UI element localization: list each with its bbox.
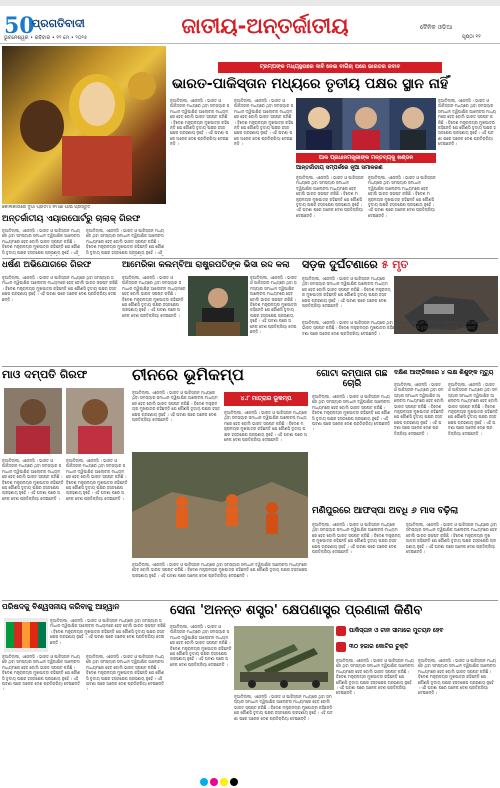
story9-headline: ଦକ୍ଷିଣ ଆଫ୍ରିକାରେ ୪ ଲକ୍ଷ ଶିଶୁଙ୍କ ମୃତ୍ୟୁ — [394, 369, 494, 376]
point-1-text: ପାକିସ୍ତାନ ଓ ଚୀନ ସୀମାରେ ମୁତୟନ ହେବ — [349, 626, 444, 634]
story5-headline-count: ୫ ମୃତ — [381, 258, 409, 271]
point-2-icon — [336, 642, 346, 652]
story4-headline: ଆମେରିକା କଲମ୍ବିଆ ରାଷ୍ଟ୍ରପତିଙ୍କ ଭିସା ରଦ୍ଦ କଲା — [122, 260, 290, 270]
story6-body: ନୂଆଦିଲ୍ଲୀ, ଏଜେନ୍ସି । ଭାରତ ଓ ପାକିସ୍ତାନ ମଧ୍ୟରେ ଥିବା ସମସ୍ୟାର ସମାଧାନ ଦ୍ୱିପାକ୍ଷିକ ଆଲୋଚନା ମାଧ୍ୟମରେ ହେବ ବୋଲି ଭାରତ ସ୍ପଷ୍ଟ କରିଛି । ବିଦେଶ ମନ୍ତ୍ରାଳୟର ମୁଖପାତ୍ର କହିଛନ୍ତି ଯେ କୌଣସି ତୃତୀୟ ପକ୍ଷର ହସ୍ତକ୍ଷେପ ଗ୍ରହଣୀୟ ନୁହେଁ । ଏହି ଘଟଣା ପରେ ଅନେକ ଦେଶ ପ୍ରତିକ୍ରିୟା ଦେଇଛନ୍ତି । — [2, 458, 64, 501]
divider-3 — [2, 600, 498, 601]
idol-figure-icon — [2, 46, 166, 204]
story1-kicker: ଟ୍ରମ୍ପଙ୍କ ମଧ୍ୟସ୍ଥତାରେ ଦାବି ନେଇ ବାଗିଚା ଘରେ ଭାରତର ଜବାବ — [218, 62, 442, 73]
story1-body-col1: ନୂଆଦିଲ୍ଲୀ, ଏଜେନ୍ସି । ଭାରତ ଓ ପାକିସ୍ତାନ ମଧ୍ୟରେ ଥିବା ସମସ୍ୟାର ସମାଧାନ ଦ୍ୱିପାକ୍ଷିକ ଆଲୋଚନା ମାଧ୍ୟମରେ ହେବ ବୋଲି ଭାରତ ସ୍ପଷ୍ଟ କରିଛି । ବିଦେଶ ମନ୍ତ୍ରାଳୟର ମୁଖପାତ୍ର କହିଛନ୍ତି ଯେ କୌଣସି ତୃତୀୟ ପକ୍ଷର ହସ୍ତକ୍ଷେପ ଗ୍ରହଣୀୟ ନୁହେଁ । ଏହି ଘଟଣା ପରେ ଅନେକ ଦେଶ ପ୍ରତିକ୍ରିୟା ଦେଇଛନ୍ତି । — [170, 98, 230, 147]
brics-flags-icon — [4, 618, 48, 652]
story2-body-2: ନୂଆଦିଲ୍ଲୀ, ଏଜେନ୍ସି । ଭାରତ ଓ ପାକିସ୍ତାନ ମଧ୍ୟରେ ଥିବା ସମସ୍ୟାର ସମାଧାନ ଦ୍ୱିପାକ୍ଷିକ ଆଲୋଚନା ମାଧ୍ୟମରେ ହେବ ବୋଲି ଭାରତ ସ୍ପଷ୍ଟ କରିଛି । ବିଦେଶ ମନ୍ତ୍ରାଳୟର ମୁଖପାତ୍ର କହିଛନ୍ତି ଯେ କୌଣସି ତୃତୀୟ ପକ୍ଷର ହସ୍ତକ୍ଷେପ ଗ୍ରହଣୀୟ ନୁହେଁ । ଏହି — [86, 228, 165, 255]
story11-headline: ପରିଷଦକୁ ବିଶ୍ୱସନୀୟ କରିବାକୁ ଆହ୍ୱାନ — [2, 602, 120, 611]
story11-body-2: ନୂଆଦିଲ୍ଲୀ, ଏଜେନ୍ସି । ଭାରତ ଓ ପାକିସ୍ତାନ ମଧ୍ୟରେ ଥିବା ସମସ୍ୟାର ସମାଧାନ ଦ୍ୱିପାକ୍ଷିକ ଆଲୋଚନା ମାଧ୍ୟମରେ ହେବ ବୋଲି ଭାରତ ସ୍ପଷ୍ଟ କରିଛି । ବିଦେଶ ମନ୍ତ୍ରାଳୟର ମୁଖପାତ୍ର କହିଛନ୍ତି ଯେ କୌଣସି ତୃତୀୟ ପକ୍ଷର ହସ୍ତକ୍ଷେପ ଗ୍ରହଣୀୟ ନୁହେଁ । ଏହି ଘଟଣା ପରେ ଅନେକ ଦେଶ ପ୍ରତିକ୍ରିୟା ଦେଇଛନ୍ତି । — [2, 654, 81, 692]
story3-headline: ଧର୍ଷଣ ଅଭିଯୋଗରେ ଗିରଫ — [2, 260, 92, 270]
magenta-swatch — [210, 778, 218, 786]
black-swatch — [230, 778, 238, 786]
story12-body: ନୂଆଦିଲ୍ଲୀ, ଏଜେନ୍ସି । ଭାରତ ଓ ପାକିସ୍ତାନ ମଧ୍ୟରେ ଥିବା ସମସ୍ୟାର ସମାଧାନ ଦ୍ୱିପାକ୍ଷିକ ଆଲୋଚନା ମାଧ୍ୟମରେ ହେବ ବୋଲି ଭାରତ ସ୍ପଷ୍ଟ କରିଛି । ବିଦେଶ ମନ୍ତ୍ରାଳୟର ମୁଖପାତ୍ର କହିଛନ୍ତି ଯେ କୌଣସି ତୃତୀୟ ପକ୍ଷର ହସ୍ତକ୍ଷେପ ଗ୍ରହଣୀୟ ନୁହେଁ । ଏହି ଘଟଣା ପରେ ଅନେକ ଦେଶ ପ୍ରତିକ୍ରିୟା ଦେଇଛନ୍ତି । — [170, 624, 232, 667]
story10-body: ନୂଆଦିଲ୍ଲୀ, ଏଜେନ୍ସି । ଭାରତ ଓ ପାକିସ୍ତାନ ମଧ୍ୟରେ ଥିବା ସମସ୍ୟାର ସମାଧାନ ଦ୍ୱିପାକ୍ଷିକ ଆଲୋଚନା ମାଧ୍ୟମରେ ହେବ ବୋଲି ଭାରତ ସ୍ପଷ୍ଟ କରିଛି । ବିଦେଶ ମନ୍ତ୍ରାଳୟର ମୁଖପାତ୍ର କହିଛନ୍ତି ଯେ କୌଣସି ତୃତୀୟ ପକ୍ଷର ହସ୍ତକ୍ଷେପ ଗ୍ରହଣୀୟ ନୁହେଁ । ଏହି ଘଟଣା ପରେ ଅନେକ ଦେଶ ପ୍ରତିକ୍ରିୟା ଦେଇଛନ୍ତି । — [312, 522, 401, 555]
logo-number: 50 — [4, 13, 35, 39]
story4-body: ନୂଆଦିଲ୍ଲୀ, ଏଜେନ୍ସି । ଭାରତ ଓ ପାକିସ୍ତାନ ମଧ୍ୟରେ ଥିବା ସମସ୍ୟାର ସମାଧାନ ଦ୍ୱିପାକ୍ଷିକ ଆଲୋଚନା ମାଧ୍ୟମରେ ହେବ ବୋଲି ଭାରତ ସ୍ପଷ୍ଟ କରିଛି । ବିଦେଶ ମନ୍ତ୍ରାଳୟର ମୁଖପାତ୍ର କହିଛନ୍ତି ଯେ କୌଣସି ତୃତୀୟ ପକ୍ଷର ହସ୍ତକ୍ଷେପ ଗ୍ରହଣୀୟ ନୁହେଁ । ଏହି ଘଟଣା ପରେ ଅନେକ ଦେଶ ପ୍ରତିକ୍ରିୟା ଦେଇଛନ୍ତି । — [122, 275, 186, 318]
story11-body: ନୂଆଦିଲ୍ଲୀ, ଏଜେନ୍ସି । ଭାରତ ଓ ପାକିସ୍ତାନ ମଧ୍ୟରେ ଥିବା ସମସ୍ୟାର ସମାଧାନ ଦ୍ୱିପାକ୍ଷିକ ଆଲୋଚନା ମାଧ୍ୟମରେ ହେବ ବୋଲି ଭାରତ ସ୍ପଷ୍ଟ କରିଛି । ବିଦେଶ ମନ୍ତ୍ରାଳୟର ମୁଖପାତ୍ର କହିଛନ୍ତି ଯେ କୌଣସି ତୃତୀୟ ପକ୍ଷର ହସ୍ତକ୍ଷେପ ଗ୍ରହଣୀୟ ନୁହେଁ । ଏହି ଘଟଣା ପରେ ଅନେକ ଦେଶ ପ୍ରତିକ୍ରିୟା ଦେଇଛନ୍ତି । — [50, 618, 166, 645]
cyan-swatch — [200, 778, 208, 786]
story2-body: ନୂଆଦିଲ୍ଲୀ, ଏଜେନ୍ସି । ଭାରତ ଓ ପାକିସ୍ତାନ ମଧ୍ୟରେ ଥିବା ସମସ୍ୟାର ସମାଧାନ ଦ୍ୱିପାକ୍ଷିକ ଆଲୋଚନା ମାଧ୍ୟମରେ ହେବ ବୋଲି ଭାରତ ସ୍ପଷ୍ଟ କରିଛି । ବିଦେଶ ମନ୍ତ୍ରାଳୟର ମୁଖପାତ୍ର କହିଛନ୍ତି ଯେ କୌଣସି ତୃତୀୟ ପକ୍ଷର ହସ୍ତକ୍ଷେପ ଗ୍ରହଣୀୟ ନୁହେଁ । ଏହି — [2, 228, 81, 255]
story1-body-col2: ନୂଆଦିଲ୍ଲୀ, ଏଜେନ୍ସି । ଭାରତ ଓ ପାକିସ୍ତାନ ମଧ୍ୟରେ ଥିବା ସମସ୍ୟାର ସମାଧାନ ଦ୍ୱିପାକ୍ଷିକ ଆଲୋଚନା ମାଧ୍ୟମରେ ହେବ ବୋଲି ଭାରତ ସ୍ପଷ୍ଟ କରିଛି । ବିଦେଶ ମନ୍ତ୍ରାଳୟର ମୁଖପାତ୍ର କହିଛନ୍ତି ଯେ କୌଣସି ତୃତୀୟ ପକ୍ଷର ହସ୍ତକ୍ଷେପ ଗ୍ରହଣୀୟ ନୁହେଁ । ଏହି ଘଟଣା ପରେ ଅନେକ ଦେଶ ପ୍ରତିକ୍ରିୟା ଦେଇଛନ୍ତି । — [234, 98, 294, 147]
story7-headline: ଚୀନରେ ଭୂମିକମ୍ପ — [132, 365, 244, 384]
story11-body-3: ନୂଆଦିଲ୍ଲୀ, ଏଜେନ୍ସି । ଭାରତ ଓ ପାକିସ୍ତାନ ମଧ୍ୟରେ ଥିବା ସମସ୍ୟାର ସମାଧାନ ଦ୍ୱିପାକ୍ଷିକ ଆଲୋଚନା ମାଧ୍ୟମରେ ହେବ ବୋଲି ଭାରତ ସ୍ପଷ୍ଟ କରିଛି । ବିଦେଶ ମନ୍ତ୍ରାଳୟର ମୁଖପାତ୍ର କହିଛନ୍ତି ଯେ କୌଣସି ତୃତୀୟ ପକ୍ଷର ହସ୍ତକ୍ଷେପ ଗ୍ରହଣୀୟ ନୁହେଁ । ଏହି ଘଟଣା ପରେ ଅନେକ ଦେଶ ପ୍ରତିକ୍ରିୟା ଦେଇଛନ୍ତି । — [86, 654, 165, 692]
story4-body-2: ନୂଆଦିଲ୍ଲୀ, ଏଜେନ୍ସି । ଭାରତ ଓ ପାକିସ୍ତାନ ମଧ୍ୟରେ ଥିବା ସମସ୍ୟାର ସମାଧାନ ଦ୍ୱିପାକ୍ଷିକ ଆଲୋଚନା ମାଧ୍ୟମରେ ହେବ ବୋଲି ଭାରତ ସ୍ପଷ୍ଟ କରିଛି । ବିଦେଶ ମନ୍ତ୍ରାଳୟର ମୁଖପାତ୍ର କହିଛନ୍ତି ଯେ କୌଣସି ତୃତୀୟ ପକ୍ଷର ହସ୍ତକ୍ଷେପ ଗ୍ରହଣୀୟ ନୁହେଁ । ଏହି ଘଟଣା ପରେ ଅନେକ ଦେଶ ପ୍ରତିକ୍ରିୟା ଦେଇଛନ୍ତି । — [250, 275, 297, 335]
story6-body-2: ନୂଆଦିଲ୍ଲୀ, ଏଜେନ୍ସି । ଭାରତ ଓ ପାକିସ୍ତାନ ମଧ୍ୟରେ ଥିବା ସମସ୍ୟାର ସମାଧାନ ଦ୍ୱିପାକ୍ଷିକ ଆଲୋଚନା ମାଧ୍ୟମରେ ହେବ ବୋଲି ଭାରତ ସ୍ପଷ୍ଟ କରିଛି । ବିଦେଶ ମନ୍ତ୍ରାଳୟର ମୁଖପାତ୍ର କହିଛନ୍ତି ଯେ କୌଣସି ତୃତୀୟ ପକ୍ଷର ହସ୍ତକ୍ଷେପ ଗ୍ରହଣୀୟ ନୁହେଁ । ଏହି ଘଟଣା ପରେ ଅନେକ ଦେଶ ପ୍ରତିକ୍ରିୟା ଦେଇଛନ୍ତି । — [66, 458, 128, 501]
accused-woman-photo — [66, 388, 124, 454]
colombia-president-photo — [188, 276, 248, 336]
rescue-workers-icon — [132, 452, 308, 558]
leaders-portraits-icon — [296, 98, 436, 150]
story5-body-2: ନୂଆଦିଲ୍ଲୀ, ଏଜେନ୍ସି । ଭାରତ ଓ ପାକିସ୍ତାନ ମଧ୍ୟରେ ଥିବା ସମସ୍ୟାର ସମାଧାନ ଦ୍ୱିପାକ୍ଷିକ ଆଲୋଚନା ମାଧ୍ୟମରେ ହେବ ବୋଲି ଭାରତ ସ୍ପଷ୍ଟ କରିଛି । ବିଦେଶ ମନ୍ତ୍ରାଳୟର ମୁଖପାତ୍ର କହିଛନ୍ତି ଯେ କୌଣସି ତୃତୀୟ ପକ୍ଷର ହସ୍ତକ୍ଷେପ ଗ୍ରହଣୀୟ ନୁହେଁ । ଏହି ଘଟଣା ପରେ ଅନେକ ଦେଶ ପ୍ରତିକ୍ରିୟା ଦେଇଛନ୍ତି । — [302, 320, 498, 336]
earthquake-rescue-photo — [132, 452, 308, 558]
story5-body: ନୂଆଦିଲ୍ଲୀ, ଏଜେନ୍ସି । ଭାରତ ଓ ପାକିସ୍ତାନ ମଧ୍ୟରେ ଥିବା ସମସ୍ୟାର ସମାଧାନ ଦ୍ୱିପାକ୍ଷିକ ଆଲୋଚନା ମାଧ୍ୟମରେ ହେବ ବୋଲି ଭାରତ ସ୍ପଷ୍ଟ କରିଛି । ବିଦେଶ ମନ୍ତ୍ରାଳୟର ମୁଖପାତ୍ର କହିଛନ୍ତି ଯେ କୌଣସି ତୃତୀୟ ପକ୍ଷର ହସ୍ତକ୍ଷେପ ଗ୍ରହଣୀୟ ନୁହେଁ । ଏହି ଘଟଣା ପରେ ଅନେକ ଦେଶ ପ୍ରତିକ୍ରିୟା ଦେଇଛନ୍ତି । — [302, 276, 391, 309]
photo-caption: କୋଲକାତାରେ ଦୁର୍ଗା ପ୍ରତିମା ନିର୍ମାଣ ପାଇଁ ପ୍ରସ୍ତୁତି — [2, 205, 91, 210]
story3-body: ନୂଆଦିଲ୍ଲୀ, ଏଜେନ୍ସି । ଭାରତ ଓ ପାକିସ୍ତାନ ମଧ୍ୟରେ ଥିବା ସମସ୍ୟାର ସମାଧାନ ଦ୍ୱିପାକ୍ଷିକ ଆଲୋଚନା ମାଧ୍ୟମରେ ହେବ ବୋଲି ଭାରତ ସ୍ପଷ୍ଟ କରିଛି । ବିଦେଶ ମନ୍ତ୍ରାଳୟର ମୁଖପାତ୍ର କହିଛନ୍ତି ଯେ କୌଣସି ତୃତୀୟ ପକ୍ଷର ହସ୍ତକ୍ଷେପ ଗ୍ରହଣୀୟ ନୁହେଁ । ଏହି ଘଟଣା ପରେ ଅନେକ ଦେଶ ପ୍ରତିକ୍ରିୟା ଦେଇଛନ୍ତି । — [2, 275, 118, 302]
story12-body-4: ନୂଆଦିଲ୍ଲୀ, ଏଜେନ୍ସି । ଭାରତ ଓ ପାକିସ୍ତାନ ମଧ୍ୟରେ ଥିବା ସମସ୍ୟାର ସମାଧାନ ଦ୍ୱିପାକ୍ଷିକ ଆଲୋଚନା ମାଧ୍ୟମରେ ହେବ ବୋଲି ଭାରତ ସ୍ପଷ୍ଟ କରିଛି । ବିଦେଶ ମନ୍ତ୍ରାଳୟର ମୁଖପାତ୍ର କହିଛନ୍ତି ଯେ କୌଣସି ତୃତୀୟ ପକ୍ଷର ହସ୍ତକ୍ଷେପ ଗ୍ରହଣୀୟ ନୁହେଁ । ଏହି ଘଟଣା ପରେ ଅନେକ ଦେଶ ପ୍ରତିକ୍ରିୟା ଦେଇଛନ୍ତି । — [418, 658, 496, 696]
story5-headline-prefix: ସଡ଼କ ଦୁର୍ଘଟଣାରେ — [302, 258, 378, 271]
story2-headline: ଅନ୍ତର୍ଜାତୀୟ ଏୟାରପୋର୍ଟରୁ ଚାଲାକ୍ ଗିରଫ — [2, 214, 141, 224]
story10-headline: ମଣିପୁରରେ ଆଫସ୍ପା ଅବଧି ୬ ମାସ ବଢ଼ିଲା — [312, 506, 459, 516]
speaker-podium-icon — [188, 276, 248, 336]
brics-logo-photo — [4, 618, 48, 652]
story9-body-2: ନୂଆଦିଲ୍ଲୀ, ଏଜେନ୍ସି । ଭାରତ ଓ ପାକିସ୍ତାନ ମଧ୍ୟରେ ଥିବା ସମସ୍ୟାର ସମାଧାନ ଦ୍ୱିପାକ୍ଷିକ ଆଲୋଚନା ମାଧ୍ୟମରେ ହେବ ବୋଲି ଭାରତ ସ୍ପଷ୍ଟ କରିଛି । ବିଦେଶ ମନ୍ତ୍ରାଳୟର ମୁଖପାତ୍ର କହିଛନ୍ତି ଯେ କୌଣସି ତୃତୀୟ ପକ୍ଷର ହସ୍ତକ୍ଷେପ ଗ୍ରହଣୀୟ ନୁହେଁ । ଏହି ଘଟଣା ପରେ ଅନେକ ଦେଶ ପ୍ରତିକ୍ରିୟା ଦେଇଛନ୍ତି । — [448, 382, 498, 436]
story12-headline: ସେନା 'ଅନନ୍ତ ଶସ୍ତ୍ର' କ୍ଷେପଣାସ୍ତ୍ର ପ୍ରଣାଳୀ କିଣିବ — [170, 603, 423, 618]
story12-point-1 — [336, 624, 496, 638]
story1-subhead: ଆନ୍ତର୍ଜାତୀୟ ସମ୍ପର୍କରେ ନୂଆ ସମୀକରଣ — [296, 165, 383, 171]
section-title: ଜାତୀୟ-ଅନ୍ତର୍ଜାତୀୟ — [181, 14, 349, 38]
page-number: ପୃଷ୍ଠା ୧୧ — [462, 34, 481, 40]
point-2-text: ୩୦ ହଜାର କୋଟିର ଚୁକ୍ତି — [349, 642, 409, 650]
missile-launcher-icon — [234, 626, 334, 690]
durga-idol-photo — [2, 46, 166, 204]
publication-name: ପ୍ରଗତିବାଦୀ — [32, 17, 85, 30]
story10-body-2: ନୂଆଦିଲ୍ଲୀ, ଏଜେନ୍ସି । ଭାରତ ଓ ପାକିସ୍ତାନ ମଧ୍ୟରେ ଥିବା ସମସ୍ୟାର ସମାଧାନ ଦ୍ୱିପାକ୍ଷିକ ଆଲୋଚନା ମାଧ୍ୟମରେ ହେବ ବୋଲି ଭାରତ ସ୍ପଷ୍ଟ କରିଛି । ବିଦେଶ ମନ୍ତ୍ରାଳୟର ମୁଖପାତ୍ର କହିଛନ୍ତି ଯେ କୌଣସି ତୃତୀୟ ପକ୍ଷର ହସ୍ତକ୍ଷେପ ଗ୍ରହଣୀୟ ନୁହେଁ । ଏହି ଘଟଣା ପରେ ଅନେକ ଦେଶ ପ୍ରତିକ୍ରିୟା ଦେଇଛନ୍ତି । — [406, 522, 498, 555]
story7-body-3: ନୂଆଦିଲ୍ଲୀ, ଏଜେନ୍ସି । ଭାରତ ଓ ପାକିସ୍ତାନ ମଧ୍ୟରେ ଥିବା ସମସ୍ୟାର ସମାଧାନ ଦ୍ୱିପାକ୍ଷିକ ଆଲୋଚନା ମାଧ୍ୟମରେ ହେବ ବୋଲି ଭାରତ ସ୍ପଷ୍ଟ କରିଛି । ବିଦେଶ ମନ୍ତ୍ରାଳୟର ମୁଖପାତ୍ର କହିଛନ୍ତି ଯେ କୌଣସି ତୃତୀୟ ପକ୍ଷର ହସ୍ତକ୍ଷେପ ଗ୍ରହଣୀୟ ନୁହେଁ । ଏହି ଘଟଣା ପରେ ଅନେକ ଦେଶ ପ୍ରତିକ୍ରିୟା ଦେଇଛନ୍ତି । — [132, 562, 308, 578]
accused-man-photo — [4, 388, 62, 454]
story5-headline — [302, 259, 498, 271]
story7-body: ନୂଆଦିଲ୍ଲୀ, ଏଜେନ୍ସି । ଭାରତ ଓ ପାକିସ୍ତାନ ମଧ୍ୟରେ ଥିବା ସମସ୍ୟାର ସମାଧାନ ଦ୍ୱିପାକ୍ଷିକ ଆଲୋଚନା ମାଧ୍ୟମରେ ହେବ ବୋଲି ଭାରତ ସ୍ପଷ୍ଟ କରିଛି । ବିଦେଶ ମନ୍ତ୍ରାଳୟର ମୁଖପାତ୍ର କହିଛନ୍ତି ଯେ କୌଣସି ତୃତୀୟ ପକ୍ଷର ହସ୍ତକ୍ଷେପ ଗ୍ରହଣୀୟ ନୁହେଁ । ଏହି ଘଟଣା ପରେ ଅନେକ ଦେଶ ପ୍ରତିକ୍ରିୟା ଦେଇଛନ୍ତି । — [132, 390, 220, 423]
story8-headline: ଗୋଟା କମ୍ପାନୀ ଗଛ ଚୋରି — [316, 369, 388, 389]
story9-body: ନୂଆଦିଲ୍ଲୀ, ଏଜେନ୍ସି । ଭାରତ ଓ ପାକିସ୍ତାନ ମଧ୍ୟରେ ଥିବା ସମସ୍ୟାର ସମାଧାନ ଦ୍ୱିପାକ୍ଷିକ ଆଲୋଚନା ମାଧ୍ୟମରେ ହେବ ବୋଲି ଭାରତ ସ୍ପଷ୍ଟ କରିଛି । ବିଦେଶ ମନ୍ତ୍ରାଳୟର ମୁଖପାତ୍ର କହିଛନ୍ତି ଯେ କୌଣସି ତୃତୀୟ ପକ୍ଷର ହସ୍ତକ୍ଷେପ ଗ୍ରହଣୀୟ ନୁହେଁ । ଏହି ଘଟଣା ପରେ ଅନେକ ଦେଶ ପ୍ରତିକ୍ରିୟା ଦେଇଛନ୍ତି । — [394, 382, 444, 436]
story12-body-2: ନୂଆଦିଲ୍ଲୀ, ଏଜେନ୍ସି । ଭାରତ ଓ ପାକିସ୍ତାନ ମଧ୍ୟରେ ଥିବା ସମସ୍ୟାର ସମାଧାନ ଦ୍ୱିପାକ୍ଷିକ ଆଲୋଚନା ମାଧ୍ୟମରେ ହେବ ବୋଲି ଭାରତ ସ୍ପଷ୍ଟ କରିଛି । ବିଦେଶ ମନ୍ତ୍ରାଳୟର ମୁଖପାତ୍ର କହିଛନ୍ତି ଯେ କୌଣସି ତୃତୀୟ ପକ୍ଷର ହସ୍ତକ୍ଷେପ ଗ୍ରହଣୀୟ ନୁହେଁ । ଏହି ଘଟଣା ପରେ ଅନେକ ଦେଶ ପ୍ରତିକ୍ରିୟା ଦେଇଛନ୍ତି । — [234, 694, 333, 721]
story1-headline: ଭାରତ-ପାକିସ୍ତାନ ମଧ୍ୟରେ ତୃତୀୟ ପକ୍ଷର ସ୍ଥାନ ନାହିଁ — [172, 76, 449, 92]
story1-body-col5: ନୂଆଦିଲ୍ଲୀ, ଏଜେନ୍ସି । ଭାରତ ଓ ପାକିସ୍ତାନ ମଧ୍ୟରେ ଥିବା ସମସ୍ୟାର ସମାଧାନ ଦ୍ୱିପାକ୍ଷିକ ଆଲୋଚନା ମାଧ୍ୟମରେ ହେବ ବୋଲି ଭାରତ ସ୍ପଷ୍ଟ କରିଛି । ବିଦେଶ ମନ୍ତ୍ରାଳୟର ମୁଖପାତ୍ର କହିଛନ୍ତି ଯେ କୌଣସି ତୃତୀୟ ପକ୍ଷର ହସ୍ତକ୍ଷେପ ଗ୍ରହଣୀୟ ନୁହେଁ । ଏହି ଘଟଣା ପରେ ଅନେକ ଦେଶ ପ୍ରତିକ୍ରିୟା ଦେଇଛନ୍ତି । — [368, 175, 436, 218]
portrait-man-icon — [4, 388, 62, 454]
story1-sub-banner: ପାକ ପ୍ରଧାନମନ୍ତ୍ରୀଙ୍କ ମନ୍ତବ୍ୟକୁ ଖଣ୍ଡନ — [296, 153, 436, 163]
story1-body-col4: ନୂଆଦିଲ୍ଲୀ, ଏଜେନ୍ସି । ଭାରତ ଓ ପାକିସ୍ତାନ ମଧ୍ୟରେ ଥିବା ସମସ୍ୟାର ସମାଧାନ ଦ୍ୱିପାକ୍ଷିକ ଆଲୋଚନା ମାଧ୍ୟମରେ ହେବ ବୋଲି ଭାରତ ସ୍ପଷ୍ଟ କରିଛି । ବିଦେଶ ମନ୍ତ୍ରାଳୟର ମୁଖପାତ୍ର କହିଛନ୍ତି ଯେ କୌଣସି ତୃତୀୟ ପକ୍ଷର ହସ୍ତକ୍ଷେପ ଗ୍ରହଣୀୟ ନୁହେଁ । ଏହି ଘଟଣା ପରେ ଅନେକ ଦେଶ ପ୍ରତିକ୍ରିୟା ଦେଇଛନ୍ତି । — [296, 175, 364, 218]
registration-marks — [200, 778, 300, 786]
story12-body-3: ନୂଆଦିଲ୍ଲୀ, ଏଜେନ୍ସି । ଭାରତ ଓ ପାକିସ୍ତାନ ମଧ୍ୟରେ ଥିବା ସମସ୍ୟାର ସମାଧାନ ଦ୍ୱିପାକ୍ଷିକ ଆଲୋଚନା ମାଧ୍ୟମରେ ହେବ ବୋଲି ଭାରତ ସ୍ପଷ୍ଟ କରିଛି । ବିଦେଶ ମନ୍ତ୍ରାଳୟର ମୁଖପାତ୍ର କହିଛନ୍ତି ଯେ କୌଣସି ତୃତୀୟ ପକ୍ଷର ହସ୍ତକ୍ଷେପ ଗ୍ରହଣୀୟ ନୁହେଁ । ଏହି ଘଟଣା ପରେ ଅନେକ ଦେଶ ପ୍ରତିକ୍ରିୟା ଦେଇଛନ୍ତି । — [336, 658, 414, 696]
dateline: ଭୁବନେଶ୍ୱର • ରବିବାର • ୧୨ ମେ • ୨୦୨୫ — [4, 35, 88, 41]
portrait-woman-icon — [66, 388, 124, 454]
yellow-swatch — [220, 778, 228, 786]
story6-headline: ମାଓ ଦମ୍ପତି ଗିରଫ — [2, 368, 88, 381]
story7-body-2: ନୂଆଦିଲ୍ଲୀ, ଏଜେନ୍ସି । ଭାରତ ଓ ପାକିସ୍ତାନ ମଧ୍ୟରେ ଥିବା ସମସ୍ୟାର ସମାଧାନ ଦ୍ୱିପାକ୍ଷିକ ଆଲୋଚନା ମାଧ୍ୟମରେ ହେବ ବୋଲି ଭାରତ ସ୍ପଷ୍ଟ କରିଛି । ବିଦେଶ ମନ୍ତ୍ରାଳୟର ମୁଖପାତ୍ର କହିଛନ୍ତି ଯେ କୌଣସି ତୃତୀୟ ପକ୍ଷର ହସ୍ତକ୍ଷେପ ଗ୍ରହଣୀୟ ନୁହେଁ । ଏହି ଘଟଣା ପରେ ଅନେକ ଦେଶ ପ୍ରତିକ୍ରିୟା ଦେଇଛନ୍ତି । — [224, 410, 308, 443]
missile-system-photo — [234, 626, 334, 690]
story12-point-2 — [336, 640, 496, 654]
story1-body-col3: ନୂଆଦିଲ୍ଲୀ, ଏଜେନ୍ସି । ଭାରତ ଓ ପାକିସ୍ତାନ ମଧ୍ୟରେ ଥିବା ସମସ୍ୟାର ସମାଧାନ ଦ୍ୱିପାକ୍ଷିକ ଆଲୋଚନା ମାଧ୍ୟମରେ ହେବ ବୋଲି ଭାରତ ସ୍ପଷ୍ଟ କରିଛି । ବିଦେଶ ମନ୍ତ୍ରାଳୟର ମୁଖପାତ୍ର କହିଛନ୍ତି ଯେ କୌଣସି ତୃତୀୟ ପକ୍ଷର ହସ୍ତକ୍ଷେପ ଗ୍ରହଣୀୟ ନୁହେଁ । ଏହି ଘଟଣା ପରେ ଅନେକ ଦେଶ ପ୍ରତିକ୍ରିୟା ଦେଇଛନ୍ତି । — [438, 98, 496, 147]
point-1-icon — [336, 626, 346, 636]
story8-body: ନୂଆଦିଲ୍ଲୀ, ଏଜେନ୍ସି । ଭାରତ ଓ ପାକିସ୍ତାନ ମଧ୍ୟରେ ଥିବା ସମସ୍ୟାର ସମାଧାନ ଦ୍ୱିପାକ୍ଷିକ ଆଲୋଚନା ମାଧ୍ୟମରେ ହେବ ବୋଲି ଭାରତ ସ୍ପଷ୍ଟ କରିଛି । ବିଦେଶ ମନ୍ତ୍ରାଳୟର ମୁଖପାତ୍ର କହିଛନ୍ତି ଯେ କୌଣସି ତୃତୀୟ ପକ୍ଷର ହସ୍ତକ୍ଷେପ ଗ୍ରହଣୀୟ ନୁହେଁ । ଏହି ଘଟଣା ପରେ ଅନେକ ଦେଶ ପ୍ରତିକ୍ରିୟା ଦେଇଛନ୍ତି । — [312, 394, 391, 432]
earthquake-magnitude-badge: ୪.୮ ମାତ୍ରାର ଭୂକମ୍ପ — [224, 392, 308, 406]
tagline: ଦୈନିକ ଓଡ଼ିଆ — [420, 24, 452, 31]
leaders-photo — [296, 98, 436, 150]
